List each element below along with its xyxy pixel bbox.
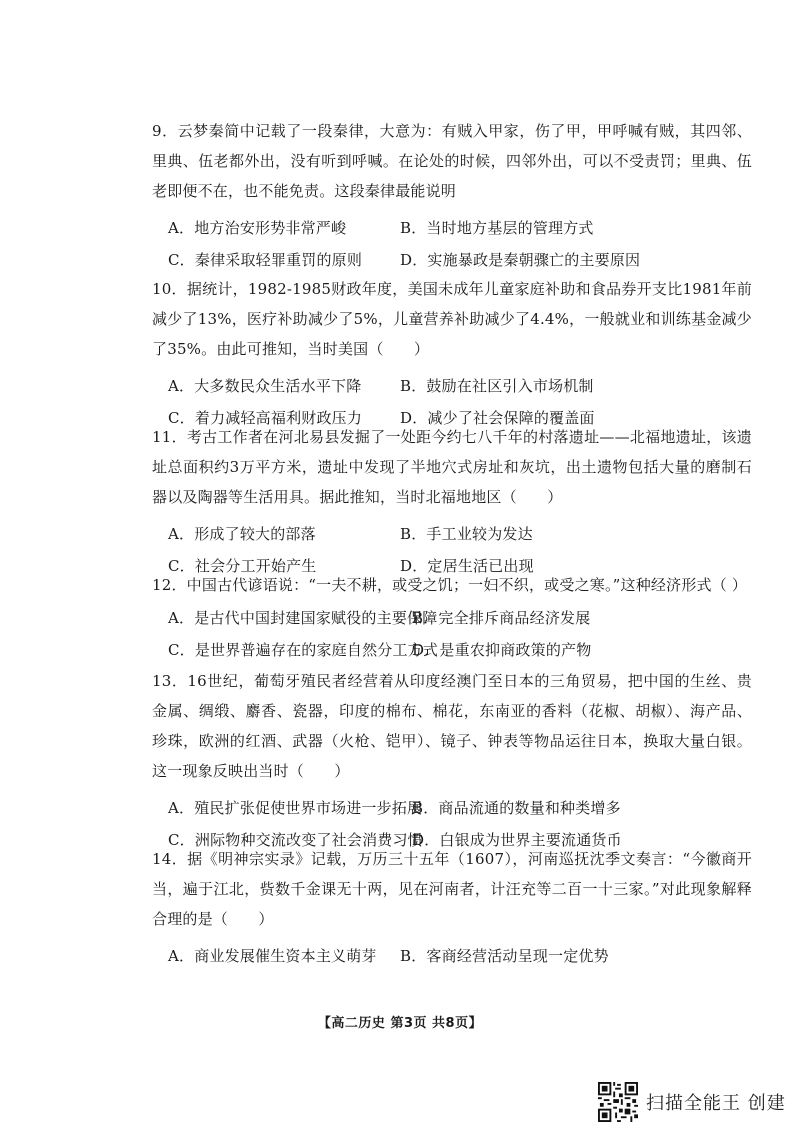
option-b: B．完全排斥商品经济发展 — [412, 609, 591, 627]
option-a: A．殖民扩张促使世界市场进一步拓展 — [168, 799, 423, 817]
option-c: C．洲际物种交流改变了社会消费习惯 — [168, 831, 423, 849]
option-a: A．是古代中国封建国家赋役的主要保障 — [168, 609, 438, 627]
option-a: A．地方治安形势非常严峻 — [168, 219, 347, 237]
question-stem: 12．中国古代谚语说：“一夫不耕，或受之饥；一妇不织，或受之寒。”这种经济形式（ ） — [152, 576, 748, 594]
options — [152, 940, 752, 972]
option-b: B．手工业较为发达 — [400, 525, 533, 543]
options — [152, 212, 752, 276]
option-d: D．定居生活已出现 — [400, 557, 534, 575]
question-stem: 13．16世纪，葡萄牙殖民者经营着从印度经澳门至日本的三角贸易，把中国的生丝、贵金属、绸缎、麝香、瓷器，印度的棉布、棉花，东南亚的香料（花椒、胡椒）、海产品、珍珠，欧洲的红酒、武器（火枪、铠甲）、镜子、钟表等物品运往日本，换取大量白银。这一现象反映出当时（ ） — [152, 672, 752, 780]
question-14 — [152, 844, 752, 972]
question-13 — [152, 666, 752, 856]
question-stem: 14．据《明神宗实录》记载，万历三十五年（1607），河南巡抚沈季文奏言：“今徽商开当，遍于江北，赀数千金课无十两，见在河南者，计汪充等二百一十三家。”对此现象解释合理的是（ ） — [152, 850, 752, 928]
option-b: B．当时地方基层的管理方式 — [400, 219, 594, 237]
option-d: D．减少了社会保障的覆盖面 — [400, 409, 595, 427]
option-c: C．是世界普遍存在的家庭自然分工方式 — [168, 641, 439, 659]
option-a: A．商业发展催生资本主义萌芽 — [168, 947, 377, 965]
option-d: D．白银成为世界主要流通货币 — [412, 831, 622, 849]
option-a: A．大多数民众生活水平下降 — [168, 377, 362, 395]
page-footer: 【高二历史 第3页 共8页】 — [317, 1016, 483, 1031]
option-d: D．是重农抑商政策的产物 — [412, 641, 592, 659]
scanner-watermark — [598, 1082, 786, 1122]
watermark-text: 扫描全能王 创建 — [646, 1093, 786, 1114]
options — [152, 602, 752, 666]
option-c: C．秦律采取轻罪重罚的原则 — [168, 251, 363, 269]
option-d: D．实施暴政是秦朝骤亡的主要原因 — [400, 251, 641, 269]
question-10 — [152, 274, 752, 434]
qr-code-icon — [598, 1082, 638, 1122]
question-stem: 9．云梦秦简中记载了一段秦律，大意为：有贼入甲家，伤了甲，甲呼喊有贼，其四邻、里典、伍老都外出，没有听到呼喊。在论处的时候，四邻外出，可以不受责罚；里典、伍老即便不在，也不能免责。这段秦律最能说明 — [152, 122, 752, 200]
question-9 — [152, 116, 752, 276]
option-b: B．商品流通的数量和种类增多 — [412, 799, 621, 817]
question-12 — [152, 570, 752, 666]
option-b: B．客商经营活动呈现一定优势 — [400, 947, 609, 965]
option-c: C．社会分工开始产生 — [168, 557, 317, 575]
question-11 — [152, 422, 752, 582]
question-stem: 11．考古工作者在河北易县发掘了一处距今约七八千年的村落遗址——北福地遗址，该遗址总面积约3万平方米，遗址中发现了半地穴式房址和灰坑，出土遗物包括大量的磨制石器以及陶器等生活用具。据此推知，当时北福地地区（ ） — [152, 428, 752, 506]
question-stem: 10．据统计，1982-1985财政年度，美国未成年儿童家庭补助和食品券开支比1981年前减少了13%，医疗补助减少了5%，儿童营养补助减少了4.4%，一般就业和训练基金减少了35%。由此可推知，当时美国（ ） — [152, 280, 752, 358]
option-b: B．鼓励在社区引入市场机制 — [400, 377, 594, 395]
option-a: A．形成了较大的部落 — [168, 525, 316, 543]
option-c: C．着力减轻高福利财政压力 — [168, 409, 363, 427]
